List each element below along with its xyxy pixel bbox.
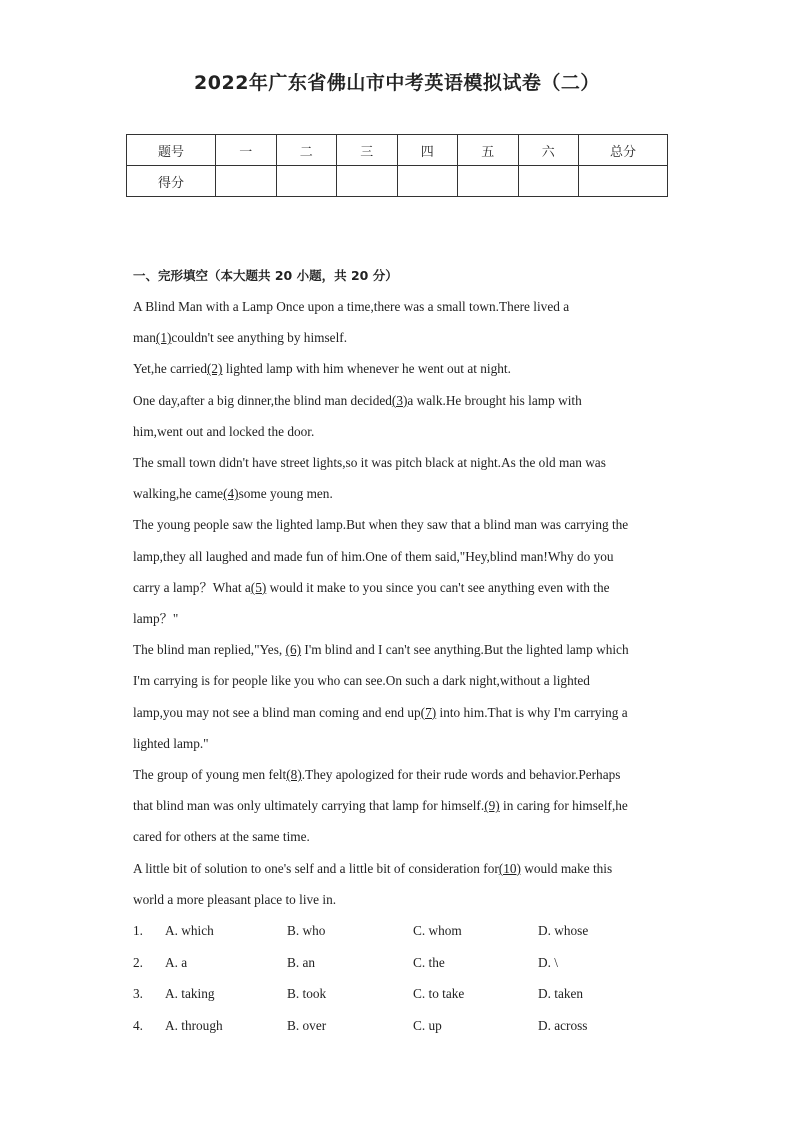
- passage-line: [133, 884, 663, 915]
- score-cell: [518, 166, 579, 197]
- section-heading: 一、完形填空（本大题共 20 小题，共 20 分）: [133, 268, 398, 283]
- score-header-cell: 五: [458, 135, 519, 166]
- option-d[interactable]: D. taken: [538, 986, 584, 1001]
- passage-text: lamp,they all laughed and made fun of him.One of them said,"Hey,blind man!Why do you: [133, 548, 614, 564]
- page-title: 2022年广东省佛山市中考英语模拟试卷（二）: [194, 72, 600, 94]
- passage-text: into him.That is why I'm carrying a: [436, 704, 628, 720]
- passage-line: [133, 759, 663, 790]
- score-table-header-row: [127, 135, 668, 166]
- passage-line: [133, 697, 663, 728]
- question-number: 4.: [133, 1017, 143, 1033]
- cloze-passage: [133, 291, 663, 915]
- passage-line: [133, 478, 663, 509]
- passage-text: man: [133, 330, 156, 346]
- option-b[interactable]: B. who: [287, 923, 326, 938]
- cloze-blank: (8): [286, 767, 302, 783]
- score-cell: [276, 166, 337, 197]
- passage-line: [133, 728, 663, 759]
- option-c[interactable]: C. up: [413, 1017, 442, 1033]
- option-c[interactable]: C. to take: [413, 986, 465, 1001]
- passage-text: would it make to you since you can't see anything even with the: [266, 579, 610, 595]
- passage-line: [133, 572, 663, 603]
- question-row: [133, 947, 663, 979]
- cloze-blank: (5): [250, 579, 267, 595]
- score-table: [126, 134, 668, 197]
- passage-text: One day,after a big dinner,the blind man decided: [133, 392, 392, 408]
- cloze-blank: (4): [223, 486, 239, 502]
- option-a[interactable]: A. a: [165, 954, 188, 970]
- passage-line: [133, 322, 663, 353]
- question-list: [133, 915, 663, 1041]
- score-header-cell: 四: [397, 135, 458, 166]
- option-a[interactable]: A. which: [165, 923, 214, 938]
- score-header-cell: 六: [518, 135, 579, 166]
- passage-line: [133, 385, 663, 416]
- passage-line: [133, 416, 663, 447]
- cloze-blank: (7): [420, 704, 437, 720]
- passage-line: [133, 603, 663, 634]
- option-c[interactable]: C. the: [413, 954, 445, 970]
- passage-text: a walk.He brought his lamp with: [407, 392, 582, 408]
- option-a[interactable]: A. through: [165, 1017, 223, 1033]
- passage-text: world a more pleasant place to live in.: [133, 891, 337, 907]
- cloze-blank: (9): [484, 798, 500, 814]
- passage-text: A little bit of solution to one's self and a little bit of consideration for: [133, 860, 499, 876]
- passage-text: lighted lamp.": [133, 735, 209, 751]
- cloze-blank: (2): [206, 361, 223, 377]
- cloze-blank: (1): [155, 330, 172, 346]
- score-cell: [397, 166, 458, 197]
- score-cell: [216, 166, 277, 197]
- passage-text: would make this: [520, 860, 613, 876]
- passage-line: [133, 447, 663, 478]
- passage-line: [133, 790, 663, 821]
- passage-text: .They apologized for their rude words and behavior.Perhaps: [301, 767, 621, 783]
- passage-text: lamp？": [133, 611, 179, 627]
- question-number: 3.: [133, 986, 143, 1001]
- option-d[interactable]: D. across: [538, 1017, 588, 1033]
- passage-text: I'm blind and I can't see anything.But the lighted lamp which: [301, 642, 629, 658]
- passage-line: [133, 353, 663, 384]
- score-header-cell: 一: [216, 135, 277, 166]
- option-c[interactable]: C. whom: [413, 923, 462, 938]
- passage-text: him,went out and locked the door.: [133, 423, 315, 439]
- score-header-cell: 题号: [127, 135, 216, 166]
- option-d[interactable]: D. \: [538, 954, 558, 970]
- cloze-blank: (3): [391, 392, 408, 408]
- passage-text: I'm carrying is for people like you who can see.On such a dark night,without a lighted: [133, 673, 590, 689]
- passage-line: [133, 821, 663, 852]
- option-d[interactable]: D. whose: [538, 923, 589, 938]
- passage-line: [133, 634, 663, 665]
- passage-text: cared for others at the same time.: [133, 829, 310, 845]
- passage-text: The young people saw the lighted lamp.But when they saw that a blind man was carrying the: [133, 517, 629, 533]
- score-row-label: 得分: [127, 166, 216, 197]
- score-cell: [337, 166, 398, 197]
- score-table-score-row: [127, 166, 668, 197]
- passage-text: lighted lamp with him whenever he went out at night.: [222, 361, 511, 377]
- option-b[interactable]: B. over: [287, 1017, 327, 1033]
- passage-text: that blind man was only ultimately carrying that lamp for himself.: [133, 798, 485, 814]
- passage-line: [133, 853, 663, 884]
- score-header-cell: 二: [276, 135, 337, 166]
- passage-text: carry a lamp？What a: [133, 579, 251, 595]
- passage-text: couldn't see anything by himself.: [171, 330, 348, 346]
- question-row: [133, 915, 663, 947]
- passage-line: [133, 509, 663, 540]
- cloze-blank: (6): [285, 642, 302, 658]
- passage-text: A Blind Man with a Lamp Once upon a time,there was a small town.There lived a: [133, 299, 570, 314]
- cloze-blank: (10): [498, 860, 521, 876]
- score-header-cell: 三: [337, 135, 398, 166]
- question-row: [133, 978, 663, 1010]
- passage-text: The group of young men felt: [133, 767, 287, 783]
- score-cell: [458, 166, 519, 197]
- passage-line: [133, 665, 663, 696]
- passage-text: The blind man replied,"Yes,: [133, 642, 286, 658]
- passage-text: some young men.: [238, 486, 333, 502]
- score-header-cell: 总分: [579, 135, 668, 166]
- passage-text: Yet,he carried: [133, 361, 207, 377]
- passage-text: The small town didn't have street lights,so it was pitch black at night.As the old man was: [133, 455, 606, 471]
- score-cell: [579, 166, 668, 197]
- passage-line: [133, 291, 663, 322]
- question-row: [133, 1010, 663, 1042]
- passage-text: walking,he came: [133, 486, 224, 502]
- option-b[interactable]: B. took: [287, 986, 327, 1001]
- option-b[interactable]: B. an: [287, 954, 316, 970]
- passage-line: [133, 541, 663, 572]
- question-number: 2.: [133, 954, 143, 970]
- passage-text: lamp,you may not see a blind man coming and end up: [133, 704, 421, 720]
- question-number: 1.: [133, 923, 143, 938]
- passage-text: in caring for himself,he: [499, 798, 628, 814]
- option-a[interactable]: A. taking: [165, 986, 215, 1001]
